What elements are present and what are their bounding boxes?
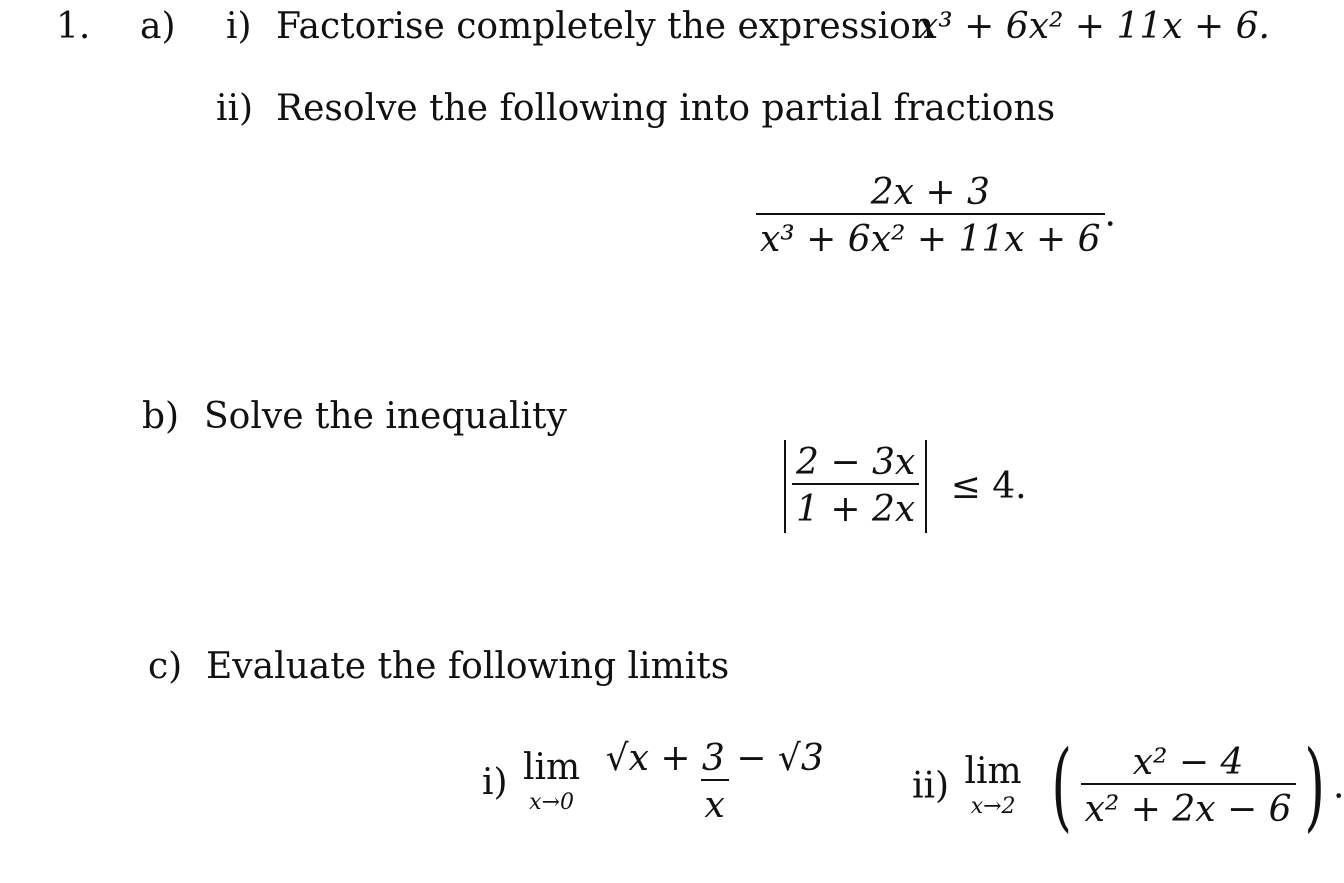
inequality-denominator: 1 + 2x — [792, 483, 919, 530]
limit-ii-lim: lim — [964, 751, 1022, 792]
right-paren: ) — [1303, 730, 1325, 842]
inequality-numerator: 2 − 3x — [796, 442, 916, 483]
question-number: 1. — [56, 6, 91, 47]
limit-i-numerator: √x + 3 − √3 — [605, 738, 824, 779]
limit-i-operator — [523, 747, 581, 816]
limit-ii — [912, 730, 1344, 842]
partial-fraction-expression — [756, 172, 1116, 261]
limit-ii-numerator: x² − 4 — [1132, 741, 1244, 783]
absolute-value — [784, 440, 927, 533]
limit-ii-operator — [964, 751, 1022, 819]
left-paren: ( — [1051, 730, 1073, 842]
part-a-ii-text: Resolve the following into partial fractions — [276, 88, 1056, 129]
part-c-label: c) — [148, 646, 183, 687]
part-a-ii-label: ii) — [216, 88, 254, 129]
limit-ii-denominator: x² + 2x − 6 — [1081, 783, 1296, 830]
part-b-label: b) — [142, 396, 180, 437]
part-a-i-label: i) — [226, 6, 252, 47]
limit-ii-period: . — [1333, 765, 1344, 807]
limit-ii-label: ii) — [912, 765, 950, 807]
limit-i-lim: lim — [523, 747, 581, 789]
fraction-denominator: x³ + 6x² + 11x + 6 — [756, 213, 1105, 260]
part-a-i-text: Factorise completely the expression — [276, 6, 935, 47]
limit-i-denominator: x — [701, 779, 729, 826]
limit-i-label: i) — [482, 761, 508, 803]
limit-i — [482, 738, 828, 827]
inequality-fraction — [792, 442, 919, 531]
part-b-text: Solve the inequality — [204, 396, 567, 437]
fraction-numerator: 2x + 3 — [870, 172, 990, 213]
limit-ii-subscript: x→2 — [970, 794, 1016, 819]
inequality-rhs: ≤ 4. — [950, 465, 1027, 507]
part-a-i-expression: x³ + 6x² + 11x + 6. — [918, 6, 1270, 47]
limit-i-subscript: x→0 — [529, 790, 575, 816]
partial-fraction — [756, 172, 1105, 261]
fraction-period: . — [1104, 193, 1116, 235]
part-a-label: a) — [140, 6, 176, 47]
inequality-expression — [784, 440, 1027, 533]
limit-i-fraction — [602, 738, 828, 827]
limit-ii-fraction — [1081, 742, 1296, 831]
part-c-text: Evaluate the following limits — [206, 646, 730, 687]
